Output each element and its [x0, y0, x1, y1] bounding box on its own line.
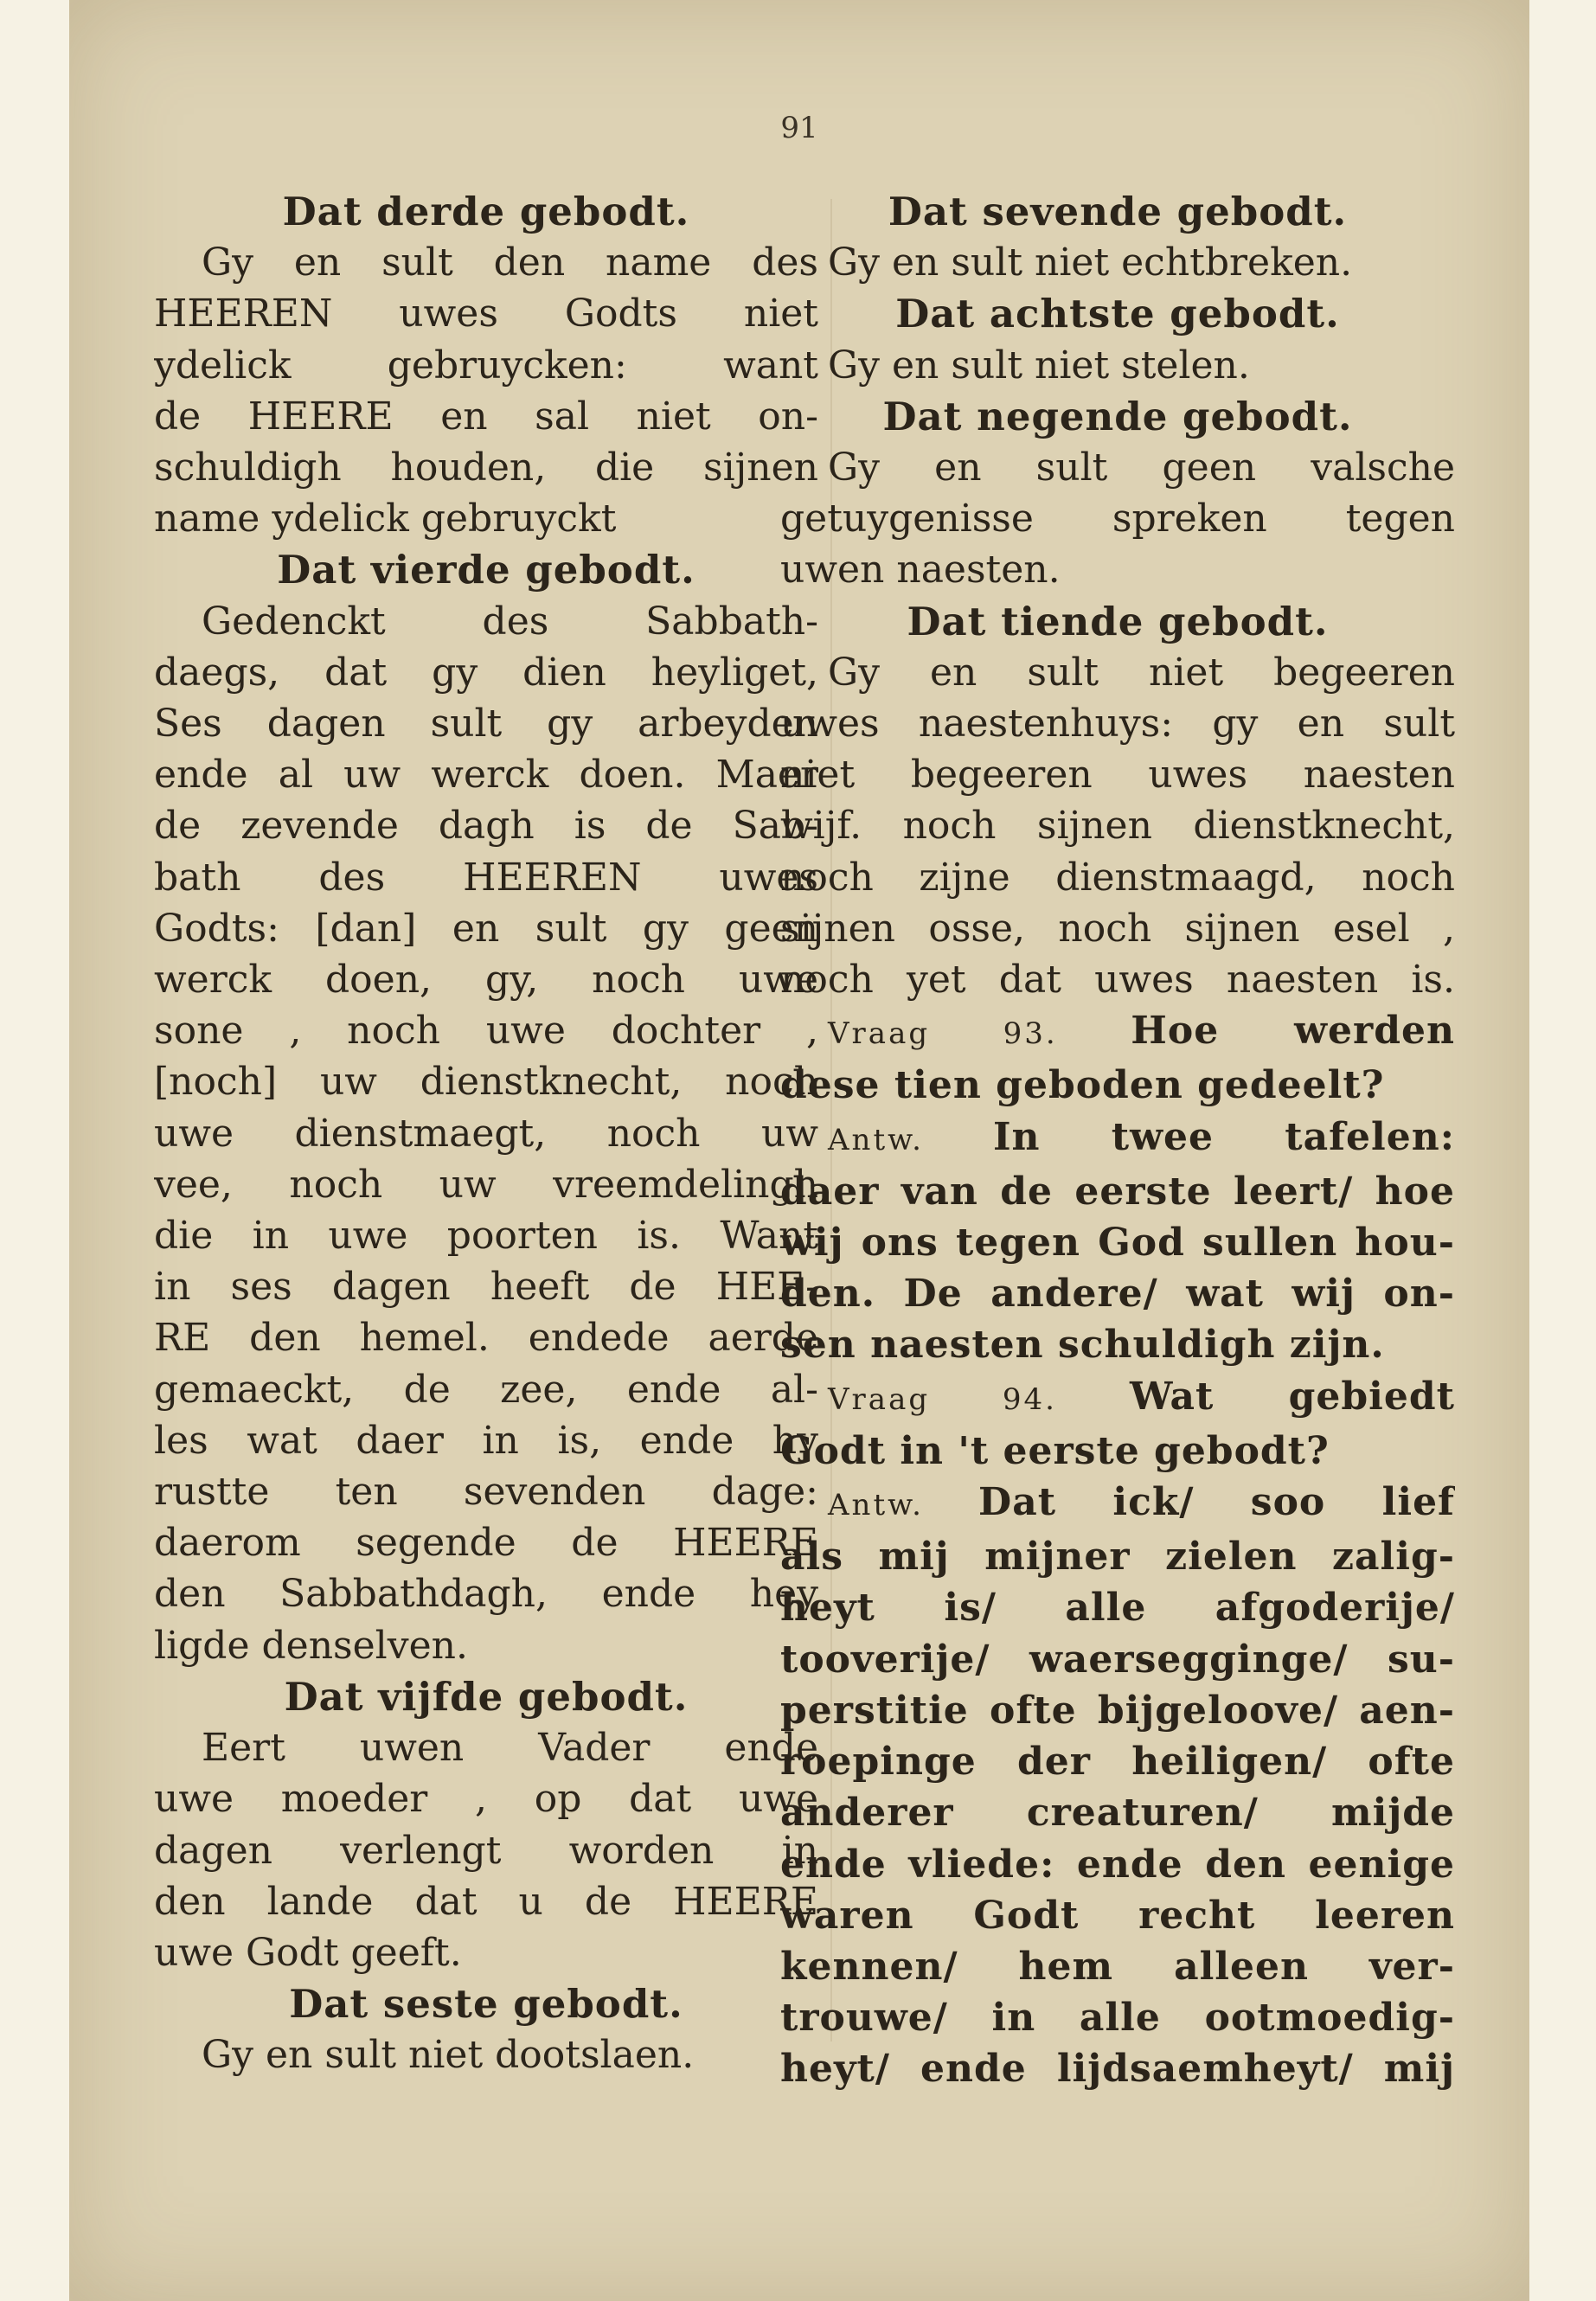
text-line: den Sabbathdagh, ende hey [154, 1572, 818, 1617]
text-line: Gedenckt des Sabbath- [202, 599, 818, 644]
text-line: dese tien geboden gedeelt? [780, 1063, 1385, 1108]
page-number: 91 [780, 111, 818, 145]
text-line: Gy en sult niet stelen. [828, 343, 1250, 388]
paragraph-sixth-commandment [154, 2029, 818, 2080]
text-line: sone , noch uwe dochter , [154, 1009, 818, 1054]
text-line: heyt is/ alle afgoderije/ [780, 1586, 1455, 1631]
text-line: den lande dat u de HEERE [154, 1879, 818, 1924]
text-line: gemaeckt, de zee, ende al- [154, 1367, 818, 1412]
text-line: Gy en sult niet begeeren [828, 650, 1455, 695]
text-line: uwe moeder , op dat uwe [154, 1777, 818, 1822]
question-label: Vraag 93. [828, 1016, 1058, 1052]
text-line: Godt in 't eerste gebodt? [780, 1428, 1330, 1473]
heading-tenth-commandment: Dat tiende gebodt. [907, 598, 1329, 644]
answer-label: Antw. [828, 1488, 924, 1523]
text-line: wij ons tegen God sullen hou- [780, 1221, 1455, 1266]
text-line: de HEERE en sal niet on- [154, 394, 818, 439]
text-line: uwes naestenhuys: gy en sult [780, 702, 1455, 747]
answer-94 [780, 1477, 1455, 2094]
paragraph-fourth-commandment [154, 596, 818, 1671]
text-line: noch zijne dienstmaagd, noch [780, 855, 1455, 900]
text-line: uwe Godt geeft. [154, 1930, 462, 1975]
heading-ninth-commandment: Dat negende gebodt. [882, 393, 1353, 439]
text-line: noch yet dat uwes naesten is. [780, 958, 1455, 1003]
text-line: de zevende dagh is de Sab- [154, 804, 818, 849]
text-line: rustte ten sevenden dage: [154, 1470, 818, 1515]
text-line [780, 1477, 1455, 1531]
text-line: HEEREN uwes Godts niet [154, 292, 818, 336]
text-line: die in uwe poorten is. Want [154, 1214, 818, 1259]
text-line: dagen verlengt worden in [154, 1828, 818, 1873]
text-line: perstitie ofte bijgeloove/ aen- [780, 1688, 1455, 1733]
text-line: getuygenisse spreken tegen [780, 497, 1455, 542]
text-line: niet begeeren uwes naesten [780, 753, 1455, 798]
paragraph-ninth-commandment [780, 442, 1455, 596]
text-line: werck doen, gy, noch uwe [154, 958, 818, 1003]
right-column [780, 186, 1455, 2095]
text-line [780, 1005, 1455, 1060]
answer-label: Antw. [828, 1122, 924, 1157]
text-line: daegs, dat gy dien heyliget, [154, 650, 818, 695]
left-column [154, 186, 818, 2081]
text-line: Gy en sult den name des [202, 240, 818, 285]
text-line: waren Godt recht leeren [780, 1893, 1455, 1938]
heading-fifth-commandment: Dat vijfde gebodt. [284, 1673, 689, 1720]
text-line: den. De andere/ wat wij on- [780, 1272, 1455, 1317]
text-line: heyt/ ende lijdsaemheyt/ mij [780, 2047, 1455, 2092]
text-line: name ydelick gebruyckt [154, 497, 617, 542]
text-line: ydelick gebruycken: want [154, 343, 818, 388]
heading-seventh-commandment: Dat sevende gebodt. [888, 189, 1348, 234]
text-line: uwe dienstmaegt, noch uw [154, 1111, 818, 1156]
text-line: tooverije/ waersegginge/ su- [780, 1637, 1455, 1682]
text-line [780, 1112, 1455, 1166]
text-line: RE den hemel. endede aerde [154, 1316, 818, 1361]
answer-93 [780, 1112, 1455, 1371]
text-line [780, 1371, 1455, 1426]
text-line: Eert uwen Vader ende [202, 1726, 818, 1771]
paragraph-fifth-commandment [154, 1722, 818, 1978]
heading-fourth-commandment: Dat vierde gebodt. [277, 547, 695, 593]
question-label: Vraag 94. [828, 1381, 1057, 1417]
text-line: daerom segende de HEERE [154, 1521, 818, 1566]
book-page [69, 0, 1529, 2301]
text-line: Ses dagen sult gy arbeyden [154, 702, 818, 747]
text-line: kennen/ hem alleen ver- [780, 1944, 1455, 1989]
text-line: Gy en sult niet echtbreken. [828, 240, 1353, 285]
answer-text: Dat ick/ soo lief [978, 1480, 1455, 1525]
question-93 [780, 1005, 1455, 1111]
heading-eighth-commandment: Dat achtste gebodt. [895, 291, 1340, 337]
text-line: trouwe/ in alle ootmoedig- [780, 1996, 1455, 2041]
heading-sixth-commandment: Dat seste gebodt. [289, 1981, 683, 2028]
heading-third-commandment: Dat derde gebodt. [282, 189, 690, 234]
text-line: sen naesten schuldigh zijn. [780, 1323, 1385, 1368]
text-line: als mij mijner zielen zalig- [780, 1535, 1455, 1580]
text-line: [noch] uw dienstknecht, noch [154, 1060, 818, 1105]
text-line: roepinge der heiligen/ ofte [780, 1740, 1455, 1785]
answer-text: In twee tafelen: [992, 1114, 1455, 1159]
text-line: schuldigh houden, die sijnen [154, 445, 818, 490]
text-line: wijf. noch sijnen dienstknecht, [780, 804, 1455, 849]
text-line: sijnen osse, noch sijnen esel , [780, 906, 1455, 951]
question-94 [780, 1371, 1455, 1477]
text-line: Gy en sult geen valsche [828, 445, 1455, 490]
text-line: in ses dagen heeft de HEE- [154, 1265, 818, 1310]
text-line: ende al uw werck doen. Maer [154, 753, 818, 798]
paragraph-tenth-commandment [780, 647, 1455, 1005]
text-line: anderer creaturen/ mijde [780, 1791, 1455, 1836]
question-text: Wat gebiedt [1129, 1374, 1455, 1419]
text-line: Godts: [dan] en sult gy geen [154, 906, 818, 951]
text-line: daer van de eerste leert/ hoe [780, 1169, 1455, 1214]
text-line: les wat daer in is, ende hy [154, 1418, 818, 1463]
text-line: uwen naesten. [780, 548, 1061, 593]
question-text: Hoe werden [1131, 1009, 1455, 1054]
text-line: bath des HEEREN uwes [154, 855, 818, 900]
paragraph-third-commandment [154, 237, 818, 544]
text-line: Gy en sult niet dootslaen. [202, 2033, 695, 2078]
text-line: vee, noch uw vreemdelingh [154, 1162, 818, 1207]
text-line: ligde denselven. [154, 1623, 468, 1668]
text-line: ende vliede: ende den eenige [780, 1842, 1455, 1887]
